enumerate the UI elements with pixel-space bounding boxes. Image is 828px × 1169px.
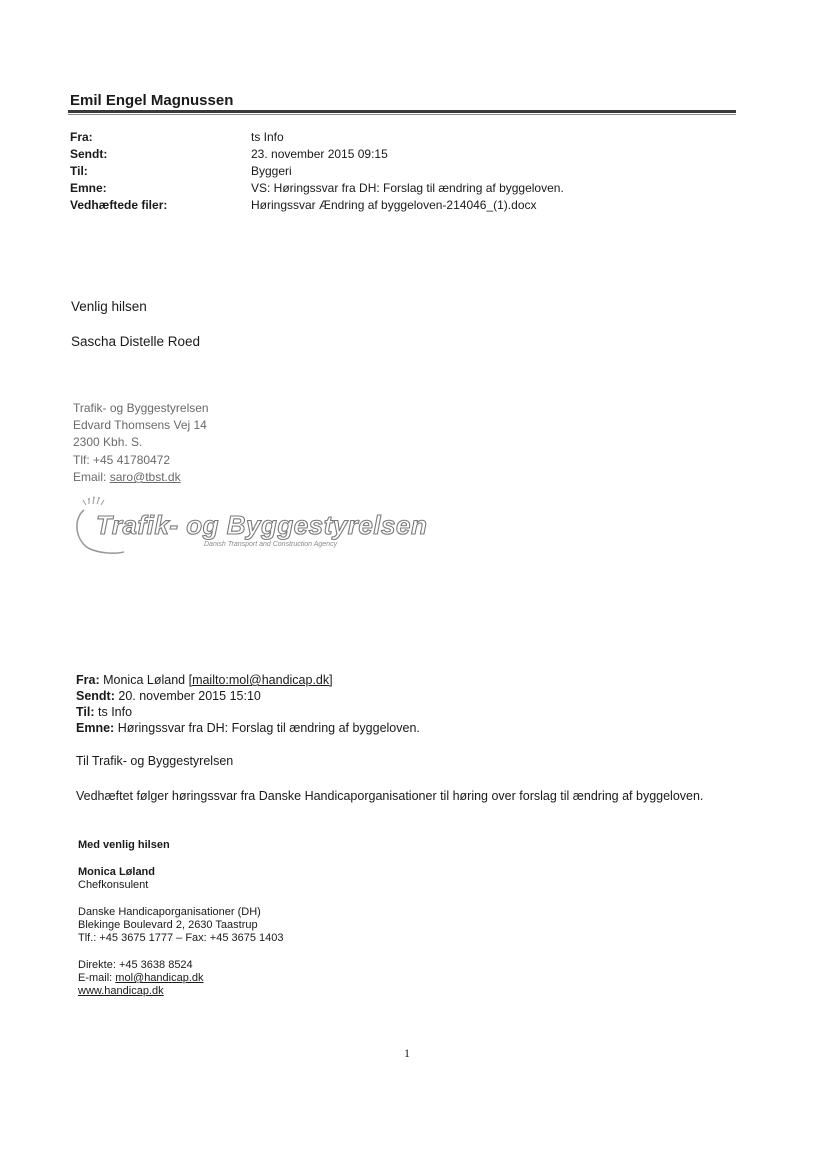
fw-subject-label: Emne: (76, 721, 115, 735)
sent-value: 23. november 2015 09:15 (251, 147, 388, 161)
mailbox-owner-name: Emil Engel Magnussen (70, 92, 234, 109)
fw-subject-line (76, 721, 420, 735)
fw-from-name: Monica Løland (103, 673, 186, 687)
fw-from-label: Fra: (76, 673, 100, 687)
sig2-phone-fax: Tlf.: +45 3675 1777 – Fax: +45 3675 1403 (78, 932, 284, 944)
fw-sent-line (76, 689, 261, 703)
sig2-address: Blekinge Boulevard 2, 2630 Taastrup (78, 919, 258, 931)
fw-body: Vedhæftet følger høringssvar fra Danske Handicaporganisationer til høring over forslag til ændring af byggeloven. (76, 789, 704, 803)
fw-subject-value: Høringssvar fra DH: Forslag til ændring af byggeloven. (117, 721, 420, 735)
fw-to-value: ts Info (98, 705, 133, 719)
signature-phone: Tlf: +45 41780472 (73, 453, 171, 467)
sig2-closing: Med venlig hilsen (78, 839, 170, 851)
from-value: ts Info (251, 130, 284, 144)
signature-email-line (73, 470, 181, 484)
page-number: 1 (404, 1046, 410, 1060)
to-label: Til: (70, 164, 88, 178)
sig2-title: Chefkonsulent (78, 879, 149, 891)
fw-salutation: Til Trafik- og Byggestyrelsen (76, 754, 234, 768)
signature-greeting: Venlig hilsen (71, 299, 147, 314)
agency-logo (72, 496, 428, 558)
subject-value: VS: Høringssvar fra DH: Forslag til ændring af byggeloven. (251, 181, 564, 195)
sig2-email-line (78, 972, 204, 984)
sig2-website-link[interactable]: www.handicap.dk (78, 985, 164, 997)
fw-sent-value: 20. november 2015 15:10 (118, 689, 261, 703)
attachments-label: Vedhæftede filer: (70, 198, 168, 212)
sig2-name: Monica Løland (78, 866, 155, 878)
logo-subtitle: Danish Transport and Construction Agency (204, 541, 338, 548)
header-rule-thin (68, 114, 736, 115)
sent-label: Sendt: (70, 147, 108, 161)
to-value: Byggeri (251, 164, 292, 178)
signature-org: Trafik- og Byggestyrelsen (73, 401, 209, 415)
signature-email-label: Email: (73, 470, 107, 484)
fw-from-line (76, 673, 333, 687)
header-rule (68, 110, 736, 113)
signature-email-link[interactable]: saro@tbst.dk (109, 470, 181, 484)
sig2-org: Danske Handicaporganisationer (DH) (78, 906, 261, 918)
fw-sent-label: Sendt: (76, 689, 115, 703)
attachment-file[interactable]: Høringssvar Ændring af byggeloven-214046_(1).docx (251, 198, 537, 212)
fw-to-label: Til: (76, 705, 95, 719)
fw-from-mailto[interactable]: [mailto:mol@handicap.dk] (188, 673, 333, 687)
from-label: Fra: (70, 130, 93, 144)
signature-name: Sascha Distelle Roed (71, 334, 201, 349)
signature-street: Edvard Thomsens Vej 14 (73, 418, 207, 432)
subject-label: Emne: (70, 181, 107, 195)
sig2-email-label: E-mail: (78, 972, 113, 984)
fw-to-line (76, 705, 132, 719)
signature-city: 2300 Kbh. S. (73, 435, 143, 449)
sig2-email-link[interactable]: mol@handicap.dk (115, 972, 204, 984)
logo-title: Trafik- og Byggestyrelsen (96, 510, 428, 540)
sig2-direct: Direkte: +45 3638 8524 (78, 959, 193, 971)
